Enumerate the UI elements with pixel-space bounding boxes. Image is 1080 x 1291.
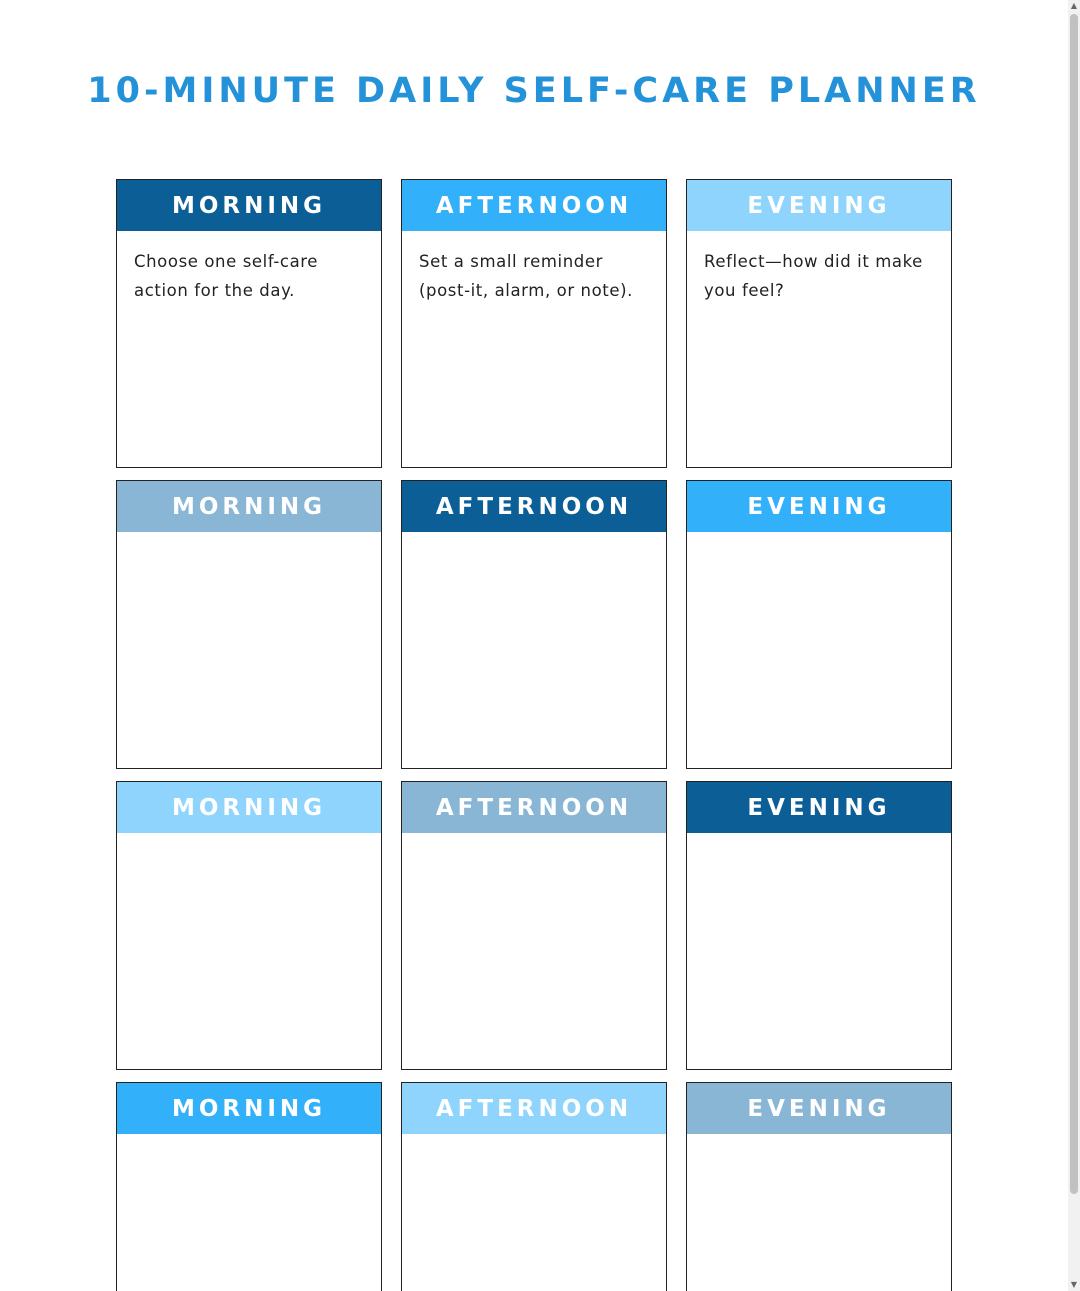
card-header: EVENING	[687, 481, 951, 532]
card-header: EVENING	[687, 180, 951, 231]
card-notes	[117, 532, 381, 564]
planner-card	[401, 1082, 667, 1291]
card-header: AFTERNOON	[402, 782, 666, 833]
scrollbar-thumb[interactable]	[1070, 14, 1078, 1194]
card-header: EVENING	[687, 782, 951, 833]
card-notes	[402, 532, 666, 564]
planner-card	[686, 480, 952, 769]
card-header: AFTERNOON	[402, 1083, 666, 1134]
planner-card	[116, 781, 382, 1070]
card-header: EVENING	[687, 1083, 951, 1134]
card-notes: Set a small reminder (post-it, alarm, or note).	[419, 252, 634, 300]
vertical-scrollbar[interactable]	[1068, 0, 1080, 1291]
card-header: AFTERNOON	[402, 481, 666, 532]
planner-card	[401, 781, 667, 1070]
page-title: 10-MINUTE DAILY SELF-CARE PLANNER	[87, 71, 981, 111]
card-notes	[687, 1134, 951, 1166]
planner-card	[116, 1082, 382, 1291]
card-notes	[402, 1134, 666, 1166]
card-notes	[117, 833, 381, 865]
scroll-up-icon[interactable]: ▲	[1070, 1, 1078, 10]
card-header: MORNING	[117, 782, 381, 833]
planner-card	[686, 1082, 952, 1291]
planner-card	[116, 480, 382, 769]
card-notes	[402, 833, 666, 865]
card-notes	[687, 833, 951, 865]
card-header: MORNING	[117, 1083, 381, 1134]
planner-card	[686, 781, 952, 1070]
card-notes	[687, 532, 951, 564]
card-notes	[117, 1134, 381, 1166]
planner-card	[401, 179, 667, 468]
card-header: AFTERNOON	[402, 180, 666, 231]
planner-grid	[116, 179, 952, 1291]
planner-card	[116, 179, 382, 468]
planner-card	[686, 179, 952, 468]
card-notes: Choose one self-care action for the day.	[134, 252, 319, 300]
card-header: MORNING	[117, 180, 381, 231]
card-notes: Reflect—how did it make you feel?	[704, 252, 923, 300]
card-header: MORNING	[117, 481, 381, 532]
scroll-down-icon[interactable]: ▼	[1070, 1280, 1078, 1289]
planner-card	[401, 480, 667, 769]
